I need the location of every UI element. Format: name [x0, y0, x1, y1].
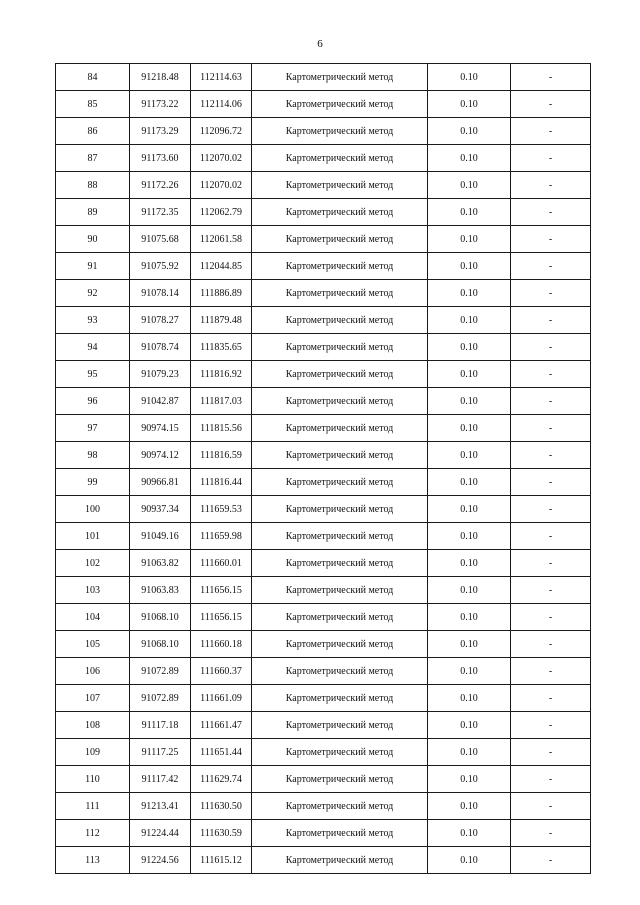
point-number-cell: 106 — [56, 658, 130, 685]
y-coordinate-cell: 112096.72 — [191, 118, 252, 145]
y-coordinate-cell: 112044.85 — [191, 253, 252, 280]
description-cell: - — [511, 253, 591, 280]
method-cell: Картометрический метод — [252, 361, 428, 388]
point-number-cell: 95 — [56, 361, 130, 388]
accuracy-cell: 0.10 — [428, 280, 511, 307]
page-number: 6 — [317, 38, 323, 50]
method-cell: Картометрический метод — [252, 631, 428, 658]
accuracy-cell: 0.10 — [428, 604, 511, 631]
table-row — [56, 739, 591, 766]
y-coordinate-cell: 112114.63 — [191, 64, 252, 91]
method-cell: Картометрический метод — [252, 388, 428, 415]
method-cell: Картометрический метод — [252, 199, 428, 226]
x-coordinate-cell: 90937.34 — [130, 496, 191, 523]
method-cell: Картометрический метод — [252, 280, 428, 307]
method-cell: Картометрический метод — [252, 253, 428, 280]
table-row — [56, 496, 591, 523]
method-cell: Картометрический метод — [252, 712, 428, 739]
method-cell: Картометрический метод — [252, 847, 428, 874]
accuracy-cell: 0.10 — [428, 577, 511, 604]
accuracy-cell: 0.10 — [428, 496, 511, 523]
method-cell: Картометрический метод — [252, 793, 428, 820]
table-row — [56, 415, 591, 442]
coordinates-table — [55, 63, 591, 874]
description-cell: - — [511, 64, 591, 91]
description-cell: - — [511, 388, 591, 415]
table-row — [56, 793, 591, 820]
accuracy-cell: 0.10 — [428, 118, 511, 145]
description-cell: - — [511, 280, 591, 307]
y-coordinate-cell: 111656.15 — [191, 604, 252, 631]
x-coordinate-cell: 91078.14 — [130, 280, 191, 307]
y-coordinate-cell: 111660.01 — [191, 550, 252, 577]
point-number-cell: 93 — [56, 307, 130, 334]
x-coordinate-cell: 90974.12 — [130, 442, 191, 469]
x-coordinate-cell: 91173.22 — [130, 91, 191, 118]
method-cell: Картометрический метод — [252, 307, 428, 334]
point-number-cell: 107 — [56, 685, 130, 712]
y-coordinate-cell: 111816.92 — [191, 361, 252, 388]
table-row — [56, 550, 591, 577]
method-cell: Картометрический метод — [252, 172, 428, 199]
accuracy-cell: 0.10 — [428, 793, 511, 820]
y-coordinate-cell: 112070.02 — [191, 172, 252, 199]
accuracy-cell: 0.10 — [428, 415, 511, 442]
accuracy-cell: 0.10 — [428, 550, 511, 577]
x-coordinate-cell: 91172.35 — [130, 199, 191, 226]
description-cell: - — [511, 604, 591, 631]
table-row — [56, 91, 591, 118]
x-coordinate-cell: 91117.42 — [130, 766, 191, 793]
point-number-cell: 87 — [56, 145, 130, 172]
method-cell: Картометрический метод — [252, 820, 428, 847]
method-cell: Картометрический метод — [252, 496, 428, 523]
point-number-cell: 100 — [56, 496, 130, 523]
y-coordinate-cell: 111656.15 — [191, 577, 252, 604]
table-row — [56, 226, 591, 253]
description-cell: - — [511, 415, 591, 442]
description-cell: - — [511, 334, 591, 361]
table-row — [56, 658, 591, 685]
point-number-cell: 105 — [56, 631, 130, 658]
x-coordinate-cell: 91042.87 — [130, 388, 191, 415]
y-coordinate-cell: 111659.98 — [191, 523, 252, 550]
x-coordinate-cell: 91078.74 — [130, 334, 191, 361]
accuracy-cell: 0.10 — [428, 145, 511, 172]
description-cell: - — [511, 145, 591, 172]
accuracy-cell: 0.10 — [428, 847, 511, 874]
x-coordinate-cell: 91224.44 — [130, 820, 191, 847]
description-cell: - — [511, 685, 591, 712]
description-cell: - — [511, 496, 591, 523]
description-cell: - — [511, 172, 591, 199]
accuracy-cell: 0.10 — [428, 469, 511, 496]
accuracy-cell: 0.10 — [428, 712, 511, 739]
method-cell: Картометрический метод — [252, 469, 428, 496]
point-number-cell: 88 — [56, 172, 130, 199]
y-coordinate-cell: 111660.18 — [191, 631, 252, 658]
point-number-cell: 97 — [56, 415, 130, 442]
method-cell: Картометрический метод — [252, 415, 428, 442]
description-cell: - — [511, 631, 591, 658]
y-coordinate-cell: 111661.47 — [191, 712, 252, 739]
x-coordinate-cell: 91063.82 — [130, 550, 191, 577]
x-coordinate-cell: 91213.41 — [130, 793, 191, 820]
description-cell: - — [511, 847, 591, 874]
table-row — [56, 118, 591, 145]
y-coordinate-cell: 111817.03 — [191, 388, 252, 415]
method-cell: Картометрический метод — [252, 334, 428, 361]
accuracy-cell: 0.10 — [428, 685, 511, 712]
table-row — [56, 820, 591, 847]
x-coordinate-cell: 91079.23 — [130, 361, 191, 388]
method-cell: Картометрический метод — [252, 658, 428, 685]
table-row — [56, 469, 591, 496]
description-cell: - — [511, 118, 591, 145]
accuracy-cell: 0.10 — [428, 658, 511, 685]
x-coordinate-cell: 91072.89 — [130, 685, 191, 712]
method-cell: Картометрический метод — [252, 442, 428, 469]
description-cell: - — [511, 91, 591, 118]
table-row — [56, 604, 591, 631]
x-coordinate-cell: 91075.92 — [130, 253, 191, 280]
y-coordinate-cell: 112070.02 — [191, 145, 252, 172]
y-coordinate-cell: 111835.65 — [191, 334, 252, 361]
table-row — [56, 172, 591, 199]
description-cell: - — [511, 820, 591, 847]
accuracy-cell: 0.10 — [428, 442, 511, 469]
method-cell: Картометрический метод — [252, 523, 428, 550]
point-number-cell: 103 — [56, 577, 130, 604]
method-cell: Картометрический метод — [252, 118, 428, 145]
y-coordinate-cell: 112114.06 — [191, 91, 252, 118]
table-row — [56, 64, 591, 91]
table-row — [56, 577, 591, 604]
method-cell: Картометрический метод — [252, 766, 428, 793]
y-coordinate-cell: 111660.37 — [191, 658, 252, 685]
table-row — [56, 442, 591, 469]
accuracy-cell: 0.10 — [428, 91, 511, 118]
point-number-cell: 91 — [56, 253, 130, 280]
coordinates-table-body — [56, 64, 591, 874]
point-number-cell: 92 — [56, 280, 130, 307]
x-coordinate-cell: 91173.60 — [130, 145, 191, 172]
point-number-cell: 98 — [56, 442, 130, 469]
point-number-cell: 104 — [56, 604, 130, 631]
accuracy-cell: 0.10 — [428, 172, 511, 199]
method-cell: Картометрический метод — [252, 739, 428, 766]
table-row — [56, 388, 591, 415]
point-number-cell: 109 — [56, 739, 130, 766]
y-coordinate-cell: 112062.79 — [191, 199, 252, 226]
table-row — [56, 847, 591, 874]
table-row — [56, 631, 591, 658]
table-row — [56, 712, 591, 739]
x-coordinate-cell: 91218.48 — [130, 64, 191, 91]
y-coordinate-cell: 111659.53 — [191, 496, 252, 523]
description-cell: - — [511, 739, 591, 766]
y-coordinate-cell: 111816.44 — [191, 469, 252, 496]
description-cell: - — [511, 766, 591, 793]
x-coordinate-cell: 91173.29 — [130, 118, 191, 145]
description-cell: - — [511, 577, 591, 604]
point-number-cell: 99 — [56, 469, 130, 496]
x-coordinate-cell: 91068.10 — [130, 604, 191, 631]
y-coordinate-cell: 111630.50 — [191, 793, 252, 820]
description-cell: - — [511, 199, 591, 226]
y-coordinate-cell: 112061.58 — [191, 226, 252, 253]
y-coordinate-cell: 111630.59 — [191, 820, 252, 847]
description-cell: - — [511, 442, 591, 469]
point-number-cell: 89 — [56, 199, 130, 226]
x-coordinate-cell: 90966.81 — [130, 469, 191, 496]
method-cell: Картометрический метод — [252, 550, 428, 577]
table-row — [56, 307, 591, 334]
x-coordinate-cell: 90974.15 — [130, 415, 191, 442]
description-cell: - — [511, 523, 591, 550]
table-row — [56, 334, 591, 361]
x-coordinate-cell: 91117.25 — [130, 739, 191, 766]
table-row — [56, 685, 591, 712]
accuracy-cell: 0.10 — [428, 631, 511, 658]
point-number-cell: 94 — [56, 334, 130, 361]
table-row — [56, 361, 591, 388]
description-cell: - — [511, 712, 591, 739]
x-coordinate-cell: 91172.26 — [130, 172, 191, 199]
accuracy-cell: 0.10 — [428, 64, 511, 91]
x-coordinate-cell: 91049.16 — [130, 523, 191, 550]
point-number-cell: 90 — [56, 226, 130, 253]
point-number-cell: 96 — [56, 388, 130, 415]
y-coordinate-cell: 111886.89 — [191, 280, 252, 307]
point-number-cell: 110 — [56, 766, 130, 793]
accuracy-cell: 0.10 — [428, 361, 511, 388]
y-coordinate-cell: 111629.74 — [191, 766, 252, 793]
x-coordinate-cell: 91068.10 — [130, 631, 191, 658]
accuracy-cell: 0.10 — [428, 253, 511, 280]
x-coordinate-cell: 91117.18 — [130, 712, 191, 739]
point-number-cell: 102 — [56, 550, 130, 577]
point-number-cell: 86 — [56, 118, 130, 145]
description-cell: - — [511, 469, 591, 496]
description-cell: - — [511, 307, 591, 334]
method-cell: Картометрический метод — [252, 577, 428, 604]
table-row — [56, 145, 591, 172]
y-coordinate-cell: 111651.44 — [191, 739, 252, 766]
x-coordinate-cell: 91075.68 — [130, 226, 191, 253]
accuracy-cell: 0.10 — [428, 226, 511, 253]
table-row — [56, 280, 591, 307]
point-number-cell: 113 — [56, 847, 130, 874]
accuracy-cell: 0.10 — [428, 307, 511, 334]
method-cell: Картометрический метод — [252, 91, 428, 118]
description-cell: - — [511, 226, 591, 253]
point-number-cell: 84 — [56, 64, 130, 91]
accuracy-cell: 0.10 — [428, 199, 511, 226]
accuracy-cell: 0.10 — [428, 766, 511, 793]
accuracy-cell: 0.10 — [428, 523, 511, 550]
accuracy-cell: 0.10 — [428, 388, 511, 415]
method-cell: Картометрический метод — [252, 145, 428, 172]
point-number-cell: 85 — [56, 91, 130, 118]
method-cell: Картометрический метод — [252, 604, 428, 631]
y-coordinate-cell: 111879.48 — [191, 307, 252, 334]
y-coordinate-cell: 111661.09 — [191, 685, 252, 712]
table-row — [56, 766, 591, 793]
table-row — [56, 253, 591, 280]
point-number-cell: 101 — [56, 523, 130, 550]
y-coordinate-cell: 111815.56 — [191, 415, 252, 442]
x-coordinate-cell: 91224.56 — [130, 847, 191, 874]
x-coordinate-cell: 91078.27 — [130, 307, 191, 334]
description-cell: - — [511, 361, 591, 388]
description-cell: - — [511, 658, 591, 685]
description-cell: - — [511, 550, 591, 577]
x-coordinate-cell: 91063.83 — [130, 577, 191, 604]
point-number-cell: 112 — [56, 820, 130, 847]
method-cell: Картометрический метод — [252, 226, 428, 253]
method-cell: Картометрический метод — [252, 64, 428, 91]
accuracy-cell: 0.10 — [428, 820, 511, 847]
method-cell: Картометрический метод — [252, 685, 428, 712]
accuracy-cell: 0.10 — [428, 739, 511, 766]
table-row — [56, 523, 591, 550]
point-number-cell: 108 — [56, 712, 130, 739]
y-coordinate-cell: 111816.59 — [191, 442, 252, 469]
y-coordinate-cell: 111615.12 — [191, 847, 252, 874]
table-row — [56, 199, 591, 226]
description-cell: - — [511, 793, 591, 820]
x-coordinate-cell: 91072.89 — [130, 658, 191, 685]
accuracy-cell: 0.10 — [428, 334, 511, 361]
point-number-cell: 111 — [56, 793, 130, 820]
